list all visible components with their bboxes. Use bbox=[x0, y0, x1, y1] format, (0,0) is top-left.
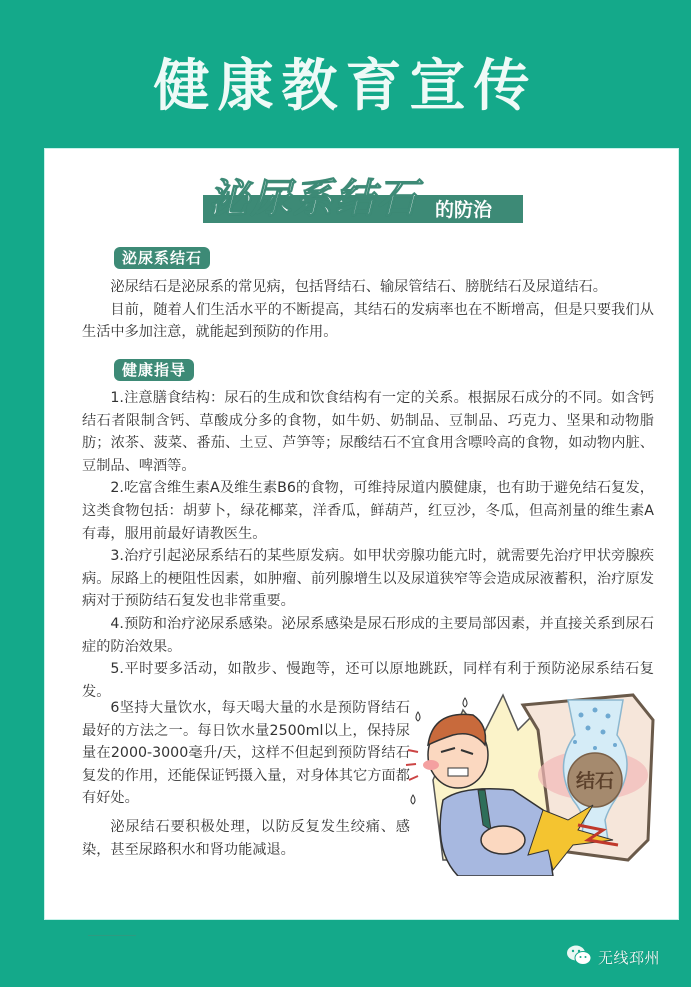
paragraph: 4.预防和治疗泌尿系感染。泌尿系感染是尿石形成的主要局部因素，并直接关系到尿石症的防治效果。 bbox=[82, 615, 654, 655]
wechat-icon bbox=[566, 944, 592, 970]
paragraph: 3.治疗引起泌尿系结石的某些原发病。如甲状旁腺功能亢时，就需要先治疗甲状旁腺疾病。尿路上的梗阻性因素，如肿瘤、前列腺增生以及尿道狭窄等会造成尿液蓄积，治疗原发病对于预防结石复发也非常重要。 bbox=[82, 548, 654, 610]
paragraph: 泌尿结石要积极处理，以防反复发生绞痛、感染，甚至尿路积水和肾功能减退。 bbox=[82, 818, 410, 858]
watermark bbox=[566, 944, 660, 970]
paragraph: 泌尿结石是泌尿系的常见病，包括肾结石、输尿管结石、膀胱结石及尿道结石。 bbox=[110, 279, 607, 295]
banner-title: 泌尿系结石 bbox=[209, 176, 419, 222]
section-body-guidance-narrow bbox=[82, 697, 410, 861]
paragraph: 5.平时要多活动，如散步、慢跑等，还可以原地跳跃，同样有利于预防泌尿系结石复发。 bbox=[82, 661, 654, 700]
section-body-stones bbox=[82, 276, 654, 344]
section-body-guidance bbox=[82, 387, 654, 703]
paragraph: 1.注意膳食结构：尿石的生成和饮食结构有一定的关系。根据尿石成分的不同。如含钙结石者限制含钙、草酸成分多的食物，如牛奶、奶制品、豆制品、巧克力、坚果和动物脂肪；浓茶、菠菜、番茄、土豆、芦笋等；尿酸结石不宜食用含嘌呤高的食物，如动物内脏、豆制品、啤酒等。 bbox=[82, 390, 654, 474]
paragraph: 2.吃富含维生素A及维生素B6的食物，可维持尿道内膜健康，也有助于避免结石复发，这类食物包括：胡萝卜，绿花椰菜，洋香瓜，鲜葫芦，红豆沙，冬瓜，但高剂量的维生素A有毒，服用前最好请教医生。 bbox=[82, 480, 654, 542]
banner-subtitle: 的防治 bbox=[435, 199, 493, 221]
watermark-text: 无线邳州 bbox=[598, 948, 661, 967]
section-badge-guidance: 健康指导 bbox=[114, 359, 194, 381]
section-badge-stones: 泌尿系结石 bbox=[114, 247, 210, 269]
content-panel bbox=[45, 149, 678, 919]
header-title: 健康教育宣传 bbox=[153, 54, 538, 119]
footer-divider bbox=[88, 935, 136, 936]
topic-banner bbox=[203, 167, 523, 227]
paragraph: 6坚持大量饮水，每天喝大量的水是预防肾结石最好的方法之一。每日饮水量2500ml以上，保持尿量在2000-3000毫升/天，这样不但起到预防肾结石复发的作用，还能保证钙摄入量，对身体其它方面都有好处。 bbox=[82, 700, 410, 807]
stone-label: 结石 bbox=[575, 770, 615, 792]
paragraph: 目前，随着人们生活水平的不断提高，其结石的发病率也在不断增高，但是只要我们从生活中多加注意，就能起到预防的作用。 bbox=[82, 301, 654, 341]
kidney-stone-pain-illustration bbox=[403, 690, 659, 876]
